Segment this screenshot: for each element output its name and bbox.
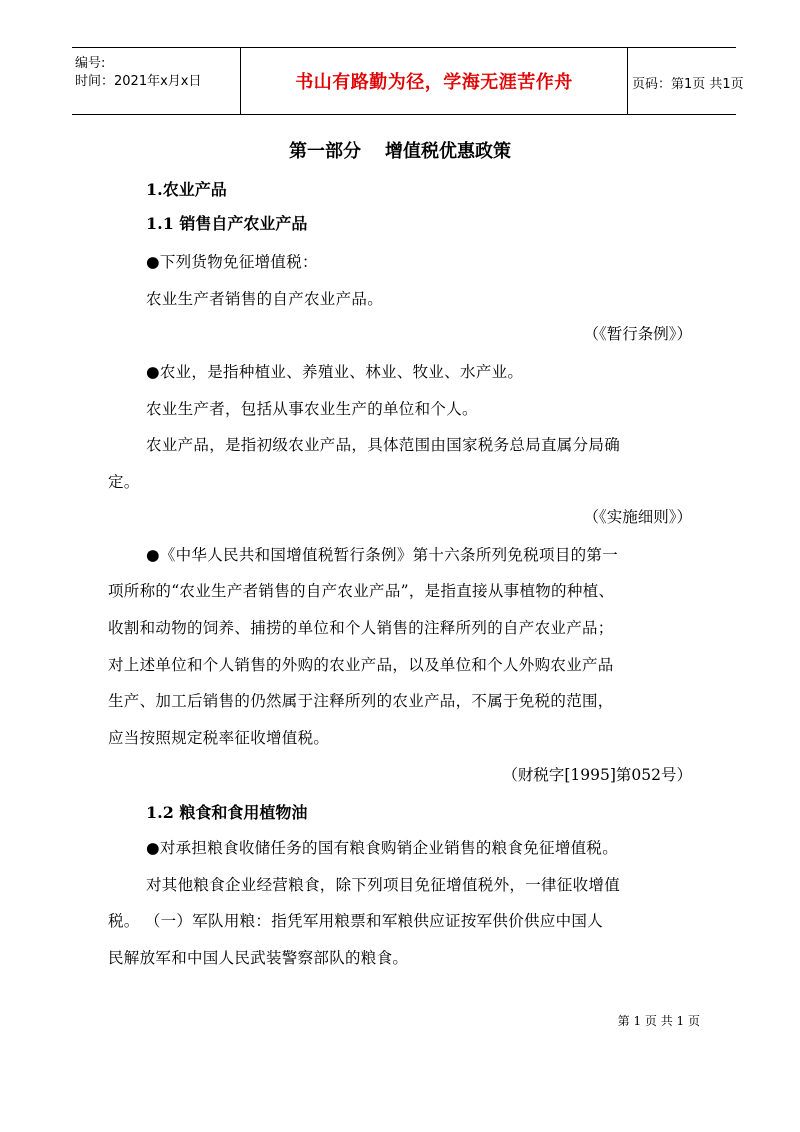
paragraph-line: 收割和动物的饲养、捕捞的单位和个人销售的注释所列的自产农业产品； [108,619,614,637]
paragraph-line: ●农业，是指种植业、养殖业、林业、牧业、水产业。 [146,363,524,381]
paragraph-line: 对上述单位和个人销售的外购的农业产品，以及单位和个人外购农业产品 [108,656,614,674]
citation-ref: （财税字[1995]第052号） [502,766,692,784]
paragraph-line: 应当按照规定税率征收增值税。 [108,729,330,747]
document-title [0,137,800,163]
paragraph-line: 定。 [108,473,140,491]
paragraph-line: 农业生产者销售的自产农业产品。 [146,290,384,308]
paragraph-line: 项所称的“农业生产者销售的自产农业产品”，是指直接从事植物的种植、 [108,582,615,600]
header-motto: 书山有路勤为径，学海无涯苦作舟 [295,72,573,93]
page-header [72,47,744,115]
paragraph-line: 生产、加工后销售的仍然属于注释所列的农业产品，不属于免税的范围， [108,692,614,710]
header-page-cell [628,48,744,114]
page-footer: 第 1 页 共 1 页 [617,1014,700,1028]
paragraph-line: 税。 （一）军队用粮：指凭军用粮票和军粮供应证按军供价供应中国人 [108,912,604,930]
paragraph-line: 民解放军和中国人民武装警察部队的粮食。 [108,949,409,967]
paragraph-line: 农业生产者，包括从事农业生产的单位和个人。 [146,400,478,418]
section-heading-1-1: 1.1 销售自产农业产品 [146,214,308,233]
header-page-info: 页码：第1页 共1页 [632,77,744,92]
section-heading-1-2: 1.2 粮食和食用植物油 [146,803,308,822]
paragraph-line: ●《中华人民共和国增值税暂行条例》第十六条所列免税项目的第一 [146,546,619,564]
doc-time-label: 时间：2021年x月x日 [75,74,202,89]
citation-ref: （《实施细则》） [583,508,692,526]
citation-ref: （《暂行条例》） [583,325,692,343]
header-motto-cell [240,48,628,114]
header-meta-cell [72,48,240,114]
paragraph-line: ●下列货物免征增值税： [146,253,318,271]
title-name: 增值税优惠政策 [385,141,511,162]
section-heading-1: 1.农业产品 [146,180,227,199]
paragraph-line: 对其他粮食企业经营粮食，除下列项目免征增值税外，一律征收增值 [146,876,621,894]
paragraph-line: 农业产品，是指初级农业产品，具体范围由国家税务总局直属分局确 [146,436,621,454]
paragraph-line: ●对承担粮食收储任务的国有粮食购销企业销售的粮食免征增值税。 [146,839,619,857]
title-part: 第一部分 [289,141,361,162]
doc-number-label: 编号: [75,56,106,71]
